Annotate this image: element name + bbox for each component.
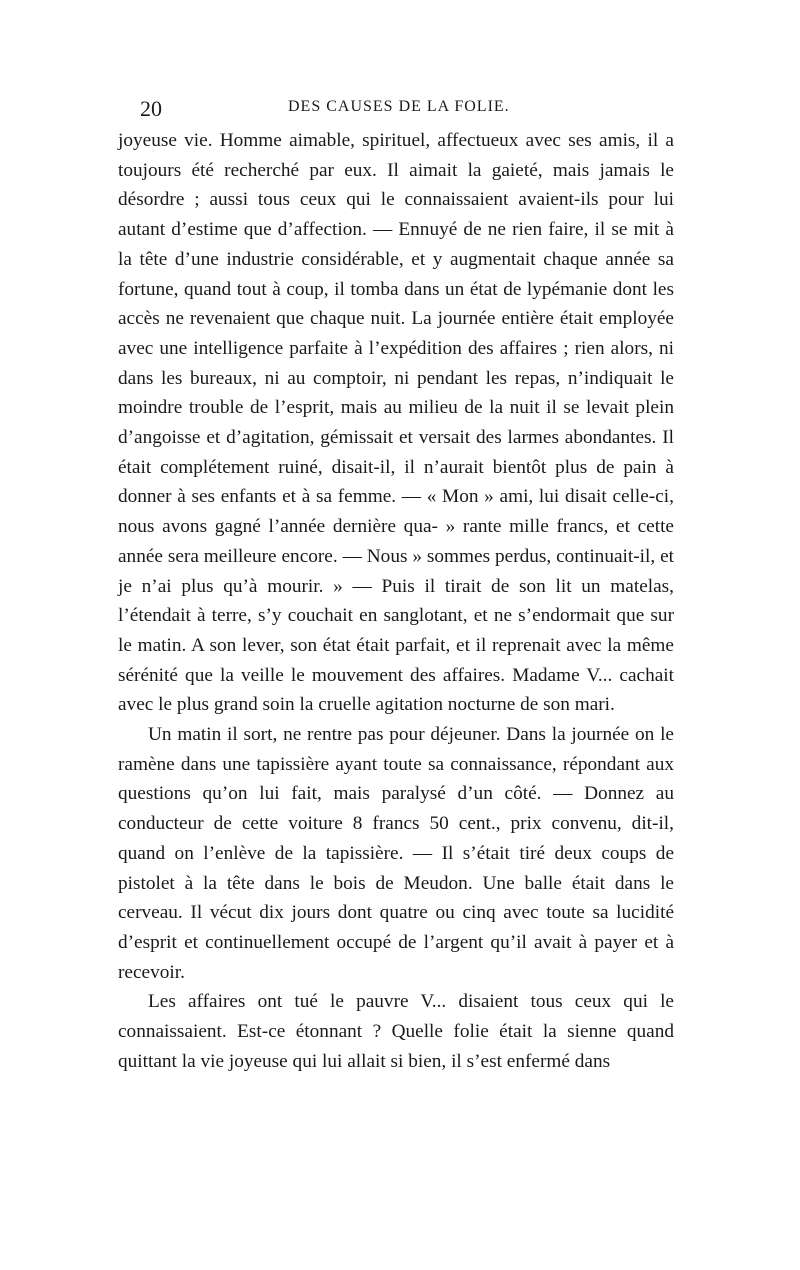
- paragraph-1: joyeuse vie. Homme aimable, spirituel, affectueux avec ses amis, il a toujours été recherché par eux. Il aimait la gaieté, mais jamais le désordre ; aussi tous ceux qui le connaissaient avaient-ils pour lui autant d’estime que d’affection. — Ennuyé de ne rien faire, il se mit à la tête d’une industrie considérable, et y augmentait chaque année sa fortune, quand tout à coup, il tomba dans un état de lypémanie dont les accès ne revenaient que chaque nuit. La journée entière était employée avec une intelligence parfaite à l’expédition des affaires ; rien alors, ni dans les bureaux, ni au comptoir, ni pendant les repas, n’indiquait le moindre trouble de l’esprit, mais au milieu de la nuit il se levait plein d’angoisse et d’agitation, gémissait et versait des larmes abondantes. Il était complétement ruiné, disait-il, il n’aurait bientôt plus de pain à donner à ses enfants et à sa femme. — « Mon » ami, lui disait celle-ci, nous avons gagné l’année dernière qua- » rante mille francs, et cette année sera meilleure encore. — Nous » sommes perdus, continuait-il, et je n’ai plus qu’à mourir. » — Puis il tirait de son lit un matelas, l’étendait à terre, s’y couchait en sanglotant, et ne s’endormait que sur le matin. A son lever, son état était parfait, et il reprenait avec la même sérénité que la veille le mouvement des affaires. Madame V... cachait avec le plus grand soin la cruelle agitation nocturne de son mari.: [118, 130, 674, 716]
- page-number: 20: [140, 96, 162, 121]
- paragraph-2: Un matin il sort, ne rentre pas pour déjeuner. Dans la journée on le ramène dans une tapissière ayant toute sa connaissance, répondant aux questions qu’on lui fait, mais paralysé d’un côté. — Donnez au conducteur de cette voiture 8 francs 50 cent., prix convenu, dit-il, quand on l’enlève de la tapissière. — Il s’était tiré deux coups de pistolet à la tête dans le bois de Meudon. Une balle était dans le cerveau. Il vécut dix jours dont quatre ou cinq avec toute sa lucidité d’esprit et continuellement occupé de l’argent qu’il avait à payer et à recevoir.: [118, 724, 674, 983]
- running-head: [118, 92, 674, 122]
- book-page: [118, 92, 674, 1077]
- running-title: DES CAUSES DE LA FOLIE.: [288, 98, 510, 115]
- body-text: [118, 126, 674, 1077]
- paragraph-3: Les affaires ont tué le pauvre V... disaient tous ceux qui le connaissaient. Est-ce étonnant ? Quelle folie était la sienne quand quittant la vie joyeuse qui lui allait si bien, il s’est enfermé dans: [118, 991, 674, 1072]
